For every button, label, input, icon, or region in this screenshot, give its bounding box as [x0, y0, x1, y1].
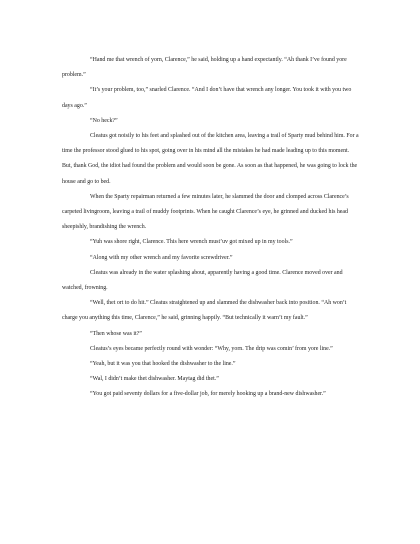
paragraph: Cleatus got noisily to his feet and splashed out of the kitchen area, leaving a trail of Sparty mud behind him. For a time the professor stood glued to his spot, going over in his mind all the mistakes he had made leading up to this moment. But, thank God, the idiot had found the problem and would soon be gone. As soon as that happened, he was going to lock the house and go to bed. [62, 133, 359, 185]
paragraph: When the Sparty repairman returned a few minutes later, he slammed the door and clomped across Clarence’s carpeted livingroom, leaving a trail of muddy footprints. When he caught Clarence’s eye, he grinned and ducked his head sheepishly, brandishing the wrench. [62, 193, 349, 231]
paragraph: “It’s your problem, too,” snarled Clarence. “And I don’t have that wrench any longer. You took it with you two days ago.” [62, 87, 352, 109]
paragraph: “Wal, I didn’t make thet dishwasher. Maytag did thet.” [90, 376, 219, 383]
story-text [62, 53, 360, 403]
paragraph: Cleatus’s eyes became perfectly round with wonder: “Why, yorn. The drip was comin’ from yore line.” [90, 345, 333, 352]
paragraph: Cleatus was already in the water splashing about, apparently having a good time. Clarence moved over and watched, frowning. [62, 269, 343, 292]
paragraph: “Yeah, but it was you that hooked the dishwasher to the line.” [90, 361, 236, 368]
paragraph: “You got paid seventy dollars for a five-dollar job, for merely hooking up a brand-new dishwasher.” [90, 391, 326, 398]
paragraph: “Well, thet ort to do hit.” Cleatus straightened up and slammed the dishwasher back into position. “Ah won’t charge you anything this time, Clarence,” he said, grinning happily. “But technically it warn’t my fault.” [62, 300, 347, 322]
paragraph: “Along with my other wrench and my favorite screwdriver.” [90, 254, 233, 261]
paragraph: “No heck?” [90, 117, 118, 124]
paragraph: “Hand me that wrench of yorn, Clarence,” he said, holding up a hand expectantly. “Ah thank I’ve found yore problem.” [62, 57, 347, 79]
paragraph: “Then whose was it?” [90, 330, 142, 337]
paragraph: “Yuh was shore right, Clarence. This here wrench must’uv got mixed up in my tools.” [90, 239, 293, 246]
